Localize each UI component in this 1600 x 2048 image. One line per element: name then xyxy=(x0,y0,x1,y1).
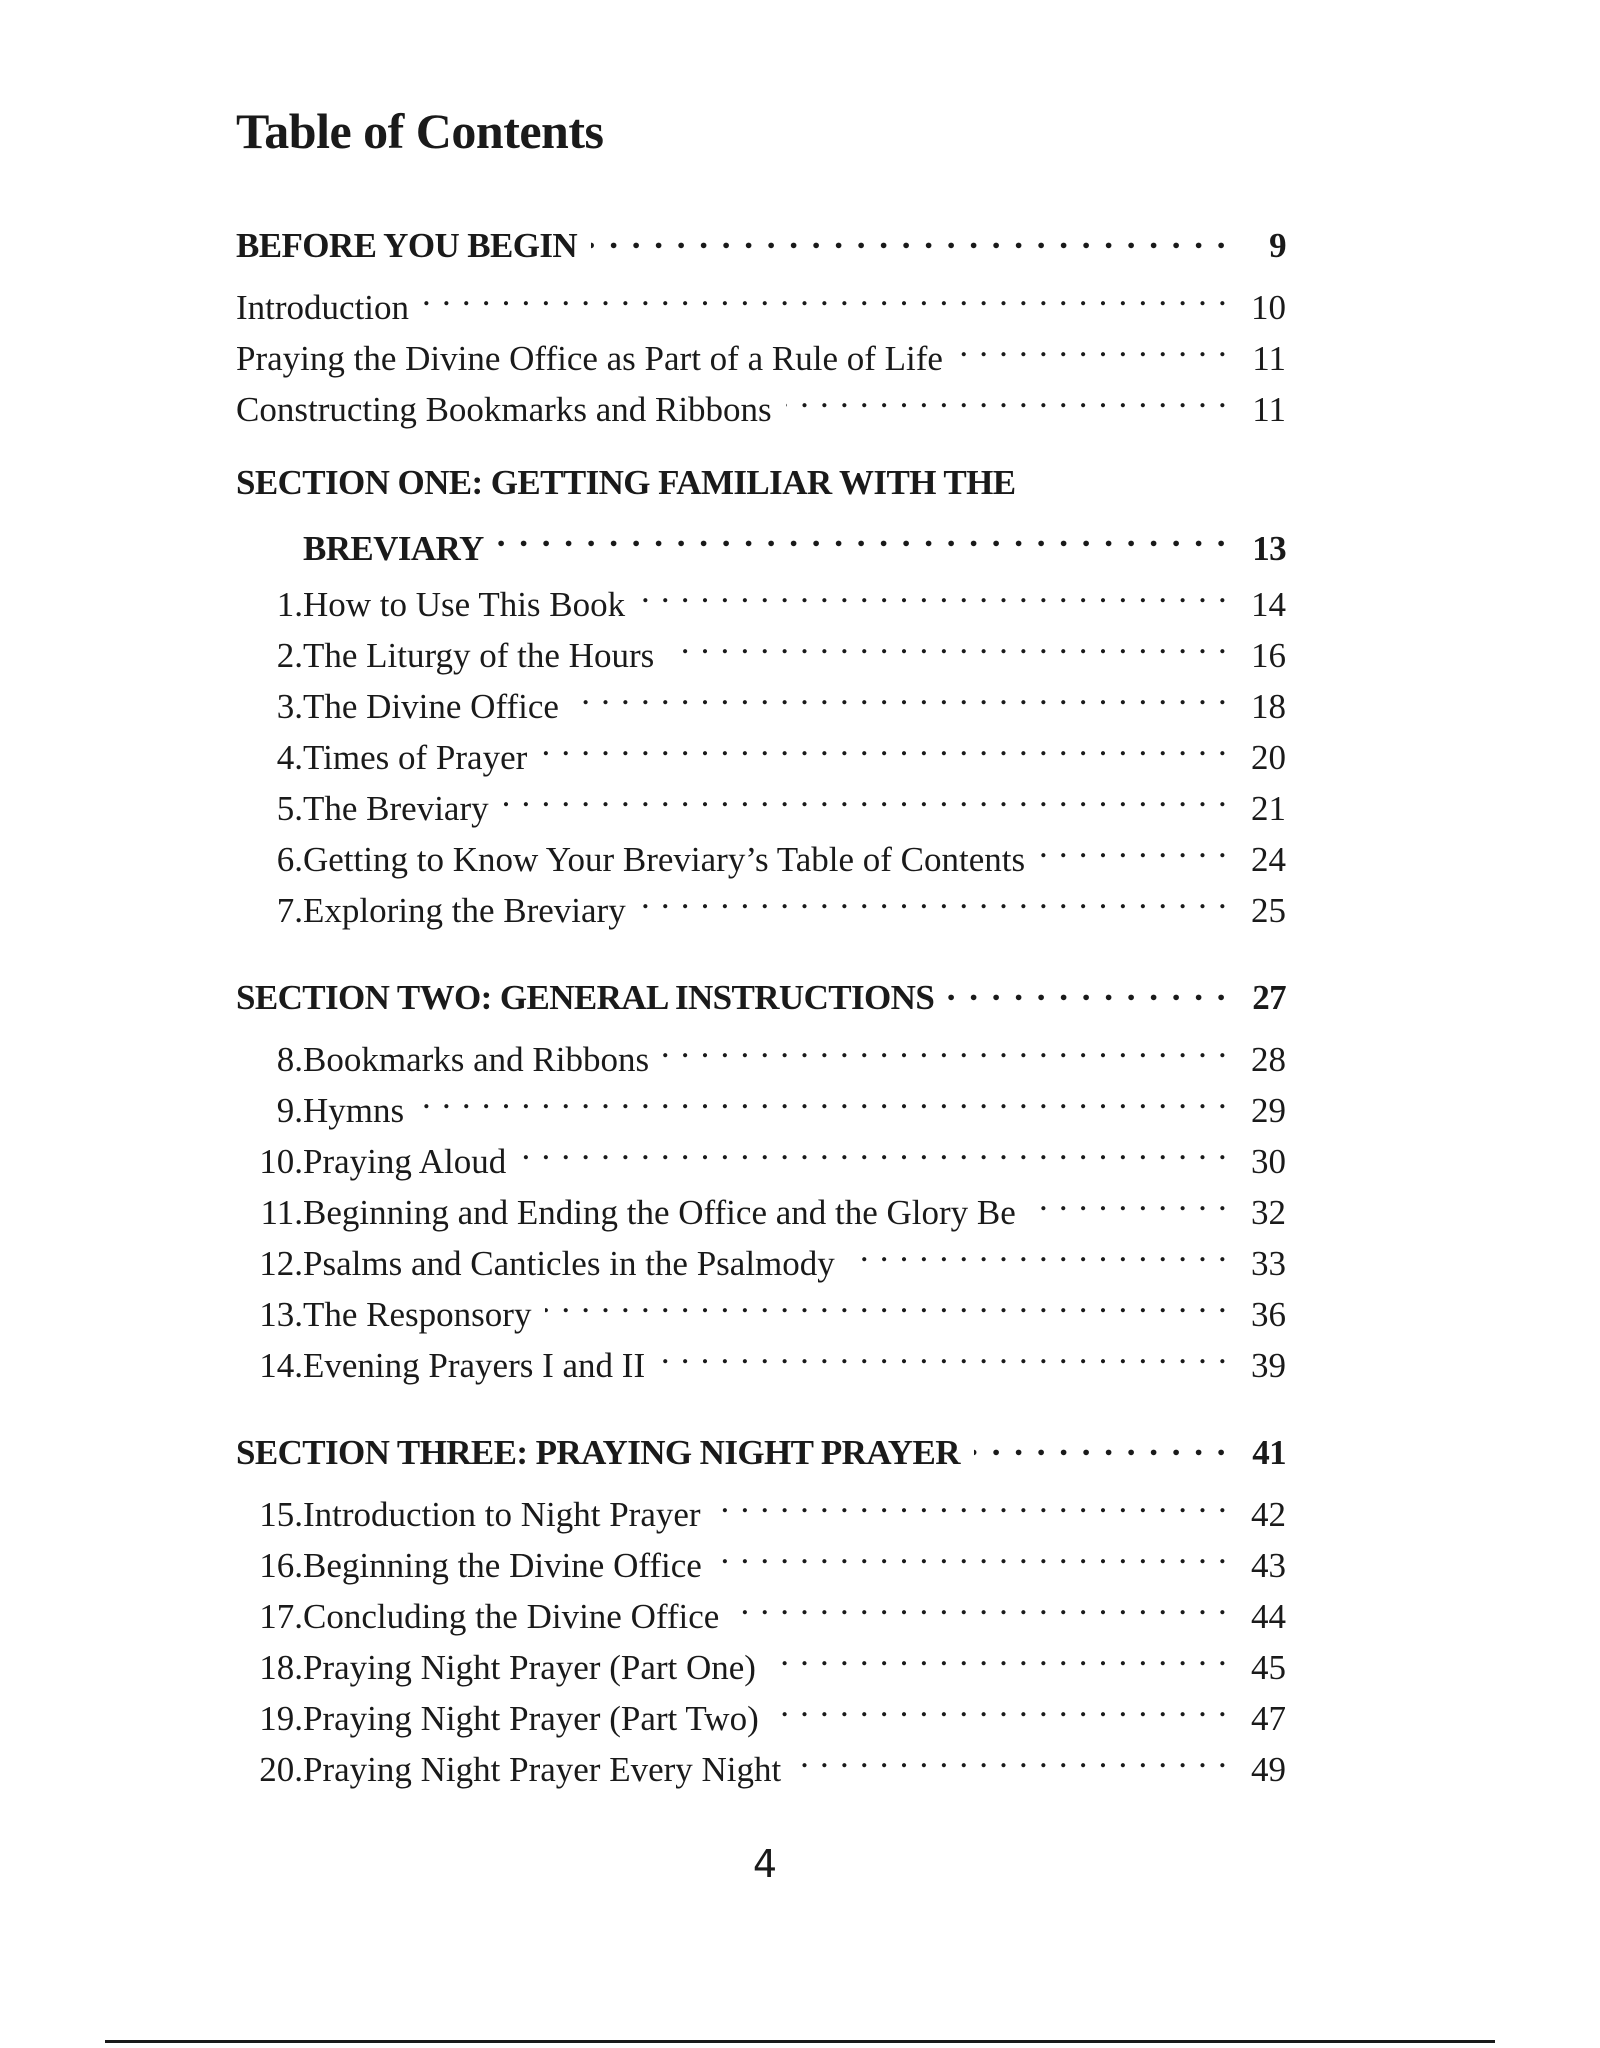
toc-section-before-you-begin xyxy=(236,206,1286,429)
toc-section-heading[interactable] xyxy=(236,1413,1286,1475)
entry-page-number: 20 xyxy=(1251,738,1286,777)
toc-section-heading[interactable] xyxy=(236,958,1286,1020)
dot-leader xyxy=(974,1413,1228,1464)
entry-label: The Breviary xyxy=(303,789,489,828)
dot-leader xyxy=(640,871,1228,922)
footer-rule xyxy=(105,2040,1495,2043)
toc-section-two xyxy=(236,958,1286,1385)
entry-number: 2. xyxy=(276,636,303,675)
section-heading-label: SECTION ONE: GETTING FAMILIAR WITH THE xyxy=(236,463,1016,502)
entry-page-number: 49 xyxy=(1251,1750,1286,1789)
entry-page-number: 42 xyxy=(1251,1495,1286,1534)
dot-leader xyxy=(545,1275,1228,1326)
section-page-number: 27 xyxy=(1252,978,1286,1017)
dot-leader xyxy=(795,1730,1228,1781)
toc-section-heading[interactable] xyxy=(236,457,1286,509)
entry-label: Praying Aloud xyxy=(303,1142,507,1181)
dot-leader xyxy=(716,1526,1228,1577)
dot-leader xyxy=(423,268,1228,319)
dot-leader xyxy=(541,718,1228,769)
entry-label: The Responsory xyxy=(303,1295,532,1334)
dot-leader xyxy=(498,509,1228,560)
entry-label: The Divine Office xyxy=(303,687,559,726)
entry-number: 14. xyxy=(259,1346,303,1385)
entry-label: Times of Prayer xyxy=(303,738,528,777)
entry-page-number: 16 xyxy=(1251,636,1286,675)
entry-number: 9. xyxy=(276,1091,303,1130)
toc-section-heading[interactable] xyxy=(236,206,1286,268)
entry-number: 15. xyxy=(259,1495,303,1534)
section-heading-label-continued: BREVIARY xyxy=(303,529,484,568)
entry-number: 4. xyxy=(276,738,303,777)
dot-leader xyxy=(786,370,1228,421)
entry-number: 13. xyxy=(259,1295,303,1334)
entry-number: 19. xyxy=(259,1699,303,1738)
toc-section-one xyxy=(236,457,1286,930)
entry-page-number: 47 xyxy=(1251,1699,1286,1738)
page-number: 4 xyxy=(752,1842,778,1886)
dot-leader xyxy=(503,769,1228,820)
entry-page-number: 44 xyxy=(1251,1597,1286,1636)
entry-label: Beginning the Divine Office xyxy=(303,1546,702,1585)
entry-page-number: 18 xyxy=(1251,687,1286,726)
entry-label: Introduction xyxy=(236,288,410,327)
entry-label: The Liturgy of the Hours xyxy=(303,636,655,675)
dot-leader xyxy=(957,319,1228,370)
entry-page-number: 14 xyxy=(1251,585,1286,624)
entry-number: 6. xyxy=(276,840,303,879)
entry-number: 12. xyxy=(259,1244,303,1283)
entry-number: 20. xyxy=(259,1750,303,1789)
section-heading-label: SECTION THREE: PRAYING NIGHT PRAYER xyxy=(236,1433,960,1472)
entry-page-number: 30 xyxy=(1251,1142,1286,1181)
dot-leader xyxy=(659,1326,1228,1377)
entry-label: Praying Night Prayer (Part One) xyxy=(303,1648,756,1687)
dot-leader xyxy=(639,565,1228,616)
entry-label: Evening Prayers I and II xyxy=(303,1346,646,1385)
dot-leader xyxy=(948,958,1228,1009)
entry-label: Psalms and Canticles in the Psalmody xyxy=(303,1244,835,1283)
page-title: Table of Contents xyxy=(236,103,604,159)
entry-page-number: 11 xyxy=(1252,390,1286,429)
entry-page-number: 33 xyxy=(1251,1244,1286,1283)
entry-label: Beginning and Ending the Office and the Glory Be xyxy=(303,1193,1016,1232)
entry-number: 11. xyxy=(260,1193,303,1232)
entry-label: Constructing Bookmarks and Ribbons xyxy=(236,390,772,429)
entry-label: Getting to Know Your Breviary’s Table of Contents xyxy=(303,840,1026,879)
entry-page-number: 10 xyxy=(1251,288,1286,327)
dot-leader xyxy=(573,667,1228,718)
entry-number: 16. xyxy=(259,1546,303,1585)
entry-label: Bookmarks and Ribbons xyxy=(303,1040,650,1079)
entry-page-number: 24 xyxy=(1251,840,1286,879)
entry-label: Praying Night Prayer (Part Two) xyxy=(303,1699,759,1738)
entry-page-number: 21 xyxy=(1251,789,1286,828)
entry-label: Hymns xyxy=(303,1091,405,1130)
dot-leader xyxy=(1039,820,1228,871)
entry-label: Praying the Divine Office as Part of a Rule of Life xyxy=(236,339,943,378)
dot-leader xyxy=(733,1577,1228,1628)
entry-label: Praying Night Prayer Every Night xyxy=(303,1750,782,1789)
dot-leader xyxy=(668,616,1228,667)
entry-page-number: 39 xyxy=(1251,1346,1286,1385)
toc-section-three xyxy=(236,1413,1286,1789)
entry-number: 7. xyxy=(276,891,303,930)
entry-number: 17. xyxy=(259,1597,303,1636)
section-heading-label: BEFORE YOU BEGIN xyxy=(236,226,578,265)
dot-leader xyxy=(1030,1173,1228,1224)
entry-label: Exploring the Breviary xyxy=(303,891,626,930)
dot-leader xyxy=(591,206,1228,257)
entry-number: 10. xyxy=(259,1142,303,1181)
dot-leader xyxy=(770,1628,1228,1679)
entry-number: 5. xyxy=(276,789,303,828)
entry-number: 1. xyxy=(276,585,303,624)
toc-section-heading-continued[interactable] xyxy=(236,509,1286,568)
entry-page-number: 28 xyxy=(1251,1040,1286,1079)
section-page-number: 9 xyxy=(1269,226,1286,265)
toc-page xyxy=(236,96,1286,1817)
entry-page-number: 43 xyxy=(1251,1546,1286,1585)
section-page-number: 13 xyxy=(1252,529,1286,568)
entry-label: How to Use This Book xyxy=(303,585,626,624)
entry-number: 18. xyxy=(259,1648,303,1687)
dot-leader xyxy=(520,1122,1228,1173)
entry-page-number: 25 xyxy=(1251,891,1286,930)
dot-leader xyxy=(773,1679,1228,1730)
entry-page-number: 32 xyxy=(1251,1193,1286,1232)
entry-page-number: 29 xyxy=(1251,1091,1286,1130)
section-heading-label: SECTION TWO: GENERAL INSTRUCTIONS xyxy=(236,978,935,1017)
entry-page-number: 11 xyxy=(1252,339,1286,378)
dot-leader xyxy=(418,1071,1228,1122)
dot-leader xyxy=(715,1475,1228,1526)
entry-page-number: 36 xyxy=(1251,1295,1286,1334)
entry-number: 3. xyxy=(276,687,303,726)
section-page-number: 41 xyxy=(1252,1433,1286,1472)
entry-page-number: 45 xyxy=(1251,1648,1286,1687)
entry-label: Introduction to Night Prayer xyxy=(303,1495,701,1534)
entry-number: 8. xyxy=(276,1040,303,1079)
entry-label: Concluding the Divine Office xyxy=(303,1597,720,1636)
dot-leader xyxy=(663,1020,1228,1071)
dot-leader xyxy=(849,1224,1228,1275)
